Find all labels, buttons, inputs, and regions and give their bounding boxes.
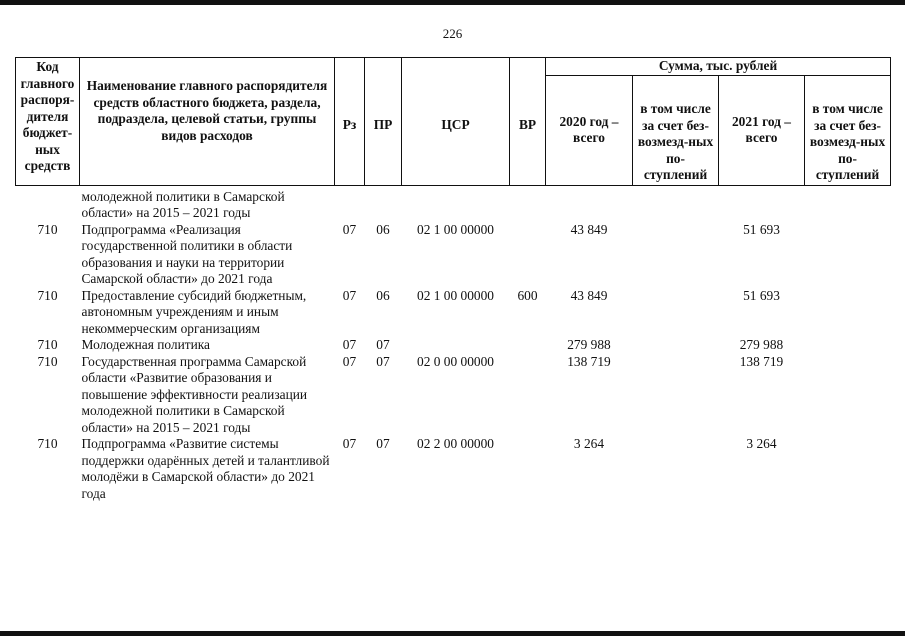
cell-csr: 02 0 00 00000	[417, 353, 494, 369]
bottom-border-line	[0, 631, 905, 636]
table-row	[16, 354, 891, 437]
cell-vr	[510, 337, 546, 354]
cell-csr: 02 2 00 00000	[417, 436, 494, 451]
cell-vr	[510, 185, 546, 222]
cell-2021-grants	[805, 222, 891, 288]
cell-2020-total: 43 849	[570, 287, 608, 303]
col-header-pr: ПР	[365, 58, 402, 186]
cell-2021-total	[719, 185, 805, 222]
cell-vr	[510, 222, 546, 288]
cell-2021-grants	[805, 185, 891, 222]
cell-rz	[335, 185, 365, 222]
cell-code: 710	[37, 436, 58, 451]
cell-code	[16, 185, 80, 222]
cell-rz: 07	[342, 337, 357, 352]
cell-2021-total: 279 988	[739, 337, 784, 352]
table-row	[16, 185, 891, 222]
col-header-2020-total: 2020 год – всего	[546, 75, 633, 185]
budget-table	[15, 57, 891, 502]
col-header-name: Наименование главного распорядителя средств областного бюджета, раздела, подраздела, целевой статьи, группы видов расходов	[80, 58, 335, 186]
cell-code: 710	[37, 287, 58, 303]
cell-2021-total: 3 264	[746, 436, 777, 451]
col-header-rz: Рз	[335, 58, 365, 186]
cell-pr: 06	[376, 287, 390, 303]
col-header-sum-group: Сумма, тыс. рублей	[546, 58, 891, 76]
table-row	[16, 222, 891, 288]
cell-rz: 07	[342, 221, 357, 237]
cell-name: Предоставление субсидий бюджетным, автономным учреждениям и иным некоммерческим организациям	[81, 287, 307, 336]
cell-2020-grants	[633, 185, 719, 222]
cell-2020-total	[546, 185, 633, 222]
cell-2020-grants	[633, 222, 719, 288]
cell-csr: 02 1 00 00000	[417, 287, 494, 303]
cell-2021-grants	[805, 288, 891, 338]
cell-2020-total: 279 988	[567, 337, 611, 352]
col-header-code: Код главного распоря-дителя бюджет-ных средств	[16, 58, 80, 186]
cell-name: Подпрограмма «Реализация государственной политики в области образования и науки на территории Самарской области» до 2021 года	[81, 221, 293, 286]
cell-pr: 07	[376, 436, 390, 451]
cell-csr	[402, 337, 510, 354]
cell-pr	[365, 185, 402, 222]
cell-code: 710	[37, 353, 58, 369]
cell-name: молодежной политики в Самарской области» на 2015 – 2021 годы	[81, 188, 285, 220]
cell-name: Подпрограмма «Развитие системы поддержки одарённых детей и талантливой молодёжи в Самарской области» до 2021 года	[81, 436, 330, 501]
col-header-2020-grants: в том числе за счет без-возмезд-ных по-ступлений	[633, 75, 719, 185]
cell-code: 710	[37, 221, 58, 237]
cell-2020-grants	[633, 354, 719, 437]
cell-2021-total: 51 693	[743, 221, 780, 237]
cell-pr: 07	[376, 353, 390, 369]
cell-vr	[510, 436, 546, 502]
cell-pr: 06	[376, 221, 390, 237]
col-header-vr: ВР	[510, 58, 546, 186]
cell-2020-grants	[633, 288, 719, 338]
cell-pr: 07	[376, 337, 390, 352]
col-header-2021-grants: в том числе за счет без-возмезд-ных по-ступлений	[805, 75, 891, 185]
cell-2021-total: 138 719	[739, 353, 784, 369]
table-row	[16, 436, 891, 502]
cell-name: Молодежная политика	[81, 337, 211, 352]
cell-rz: 07	[342, 287, 357, 303]
cell-2021-grants	[805, 436, 891, 502]
cell-2021-grants	[805, 354, 891, 437]
cell-code: 710	[37, 337, 58, 352]
cell-csr	[402, 185, 510, 222]
cell-2020-grants	[633, 337, 719, 354]
table-row	[16, 288, 891, 338]
cell-2020-total: 138 719	[567, 353, 611, 369]
col-header-2021-total: 2021 год – всего	[719, 75, 805, 185]
col-header-csr: ЦСР	[402, 58, 510, 186]
cell-name: Государственная программа Самарской области «Развитие образования и повышение эффективности реализации молодежной политики в Самарской области» на 2015 – 2021 годы	[81, 353, 308, 435]
cell-vr	[510, 354, 546, 437]
cell-vr: 600	[517, 287, 538, 303]
cell-2020-total: 43 849	[570, 221, 608, 237]
cell-2020-grants	[633, 436, 719, 502]
page-number: 226	[442, 26, 463, 41]
top-border-line	[0, 0, 905, 5]
cell-rz: 07	[342, 353, 357, 369]
cell-rz: 07	[342, 436, 357, 451]
cell-csr: 02 1 00 00000	[417, 221, 494, 237]
cell-2021-total: 51 693	[743, 287, 780, 303]
table-row	[16, 337, 891, 354]
cell-2020-total: 3 264	[573, 436, 605, 451]
cell-2021-grants	[805, 337, 891, 354]
